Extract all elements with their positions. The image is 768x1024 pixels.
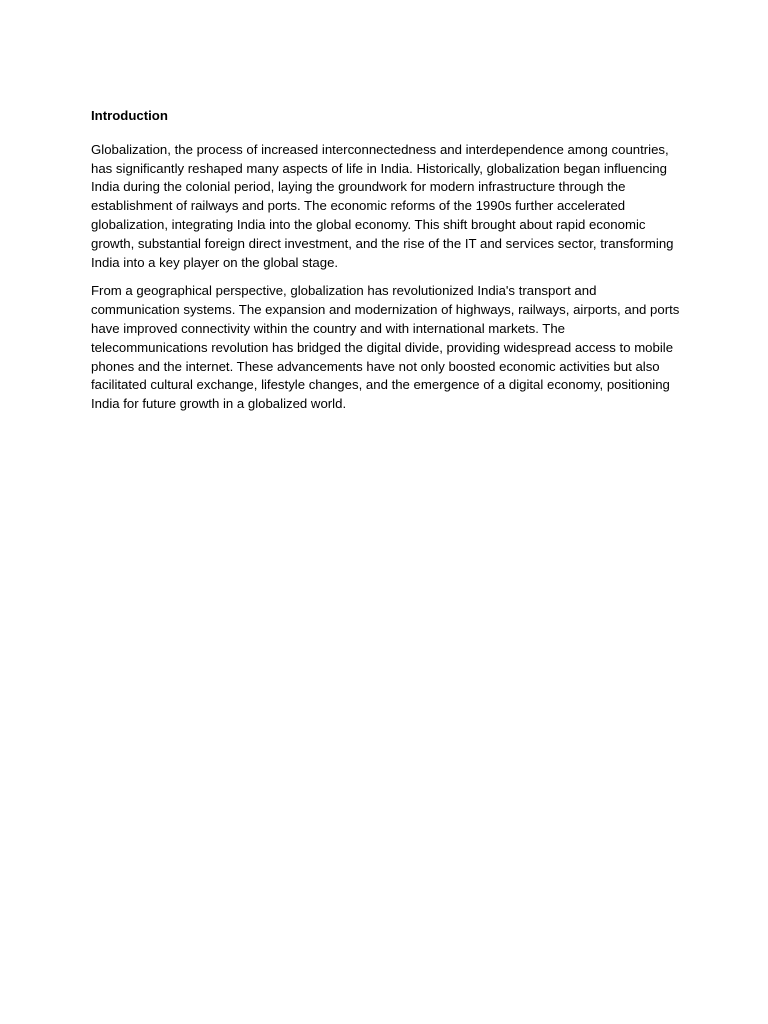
paragraph-1: Globalization, the process of increased interconnectedness and interdependence among countries, has significantly reshaped many aspects of life in India. Historically, globalization began influencing India during the colonial period, laying the groundwork for modern infrastructure through the establishment of railways and ports. The economic reforms of the 1990s further accelerated globalization, integrating India into the global economy. This shift brought about rapid economic growth, substantial foreign direct investment, and the rise of the IT and services sector, transforming India into a key player on the global stage. [91,141,674,270]
paragraph-2: From a geographical perspective, globalization has revolutionized India's transport and communication systems. The expansion and modernization of highways, railways, airports, and ports have improved connectivity within the country and with international markets. The telecommunications revolution has bridged the digital divide, providing widespread access to mobile phones and the internet. These advancements have not only boosted economic activities but also facilitated cultural exchange, lifestyle changes, and the emergence of a digital economy, positioning India for future growth in a globalized world. [91,283,680,412]
document-body [91,107,681,424]
section-heading: Introduction [91,108,168,123]
